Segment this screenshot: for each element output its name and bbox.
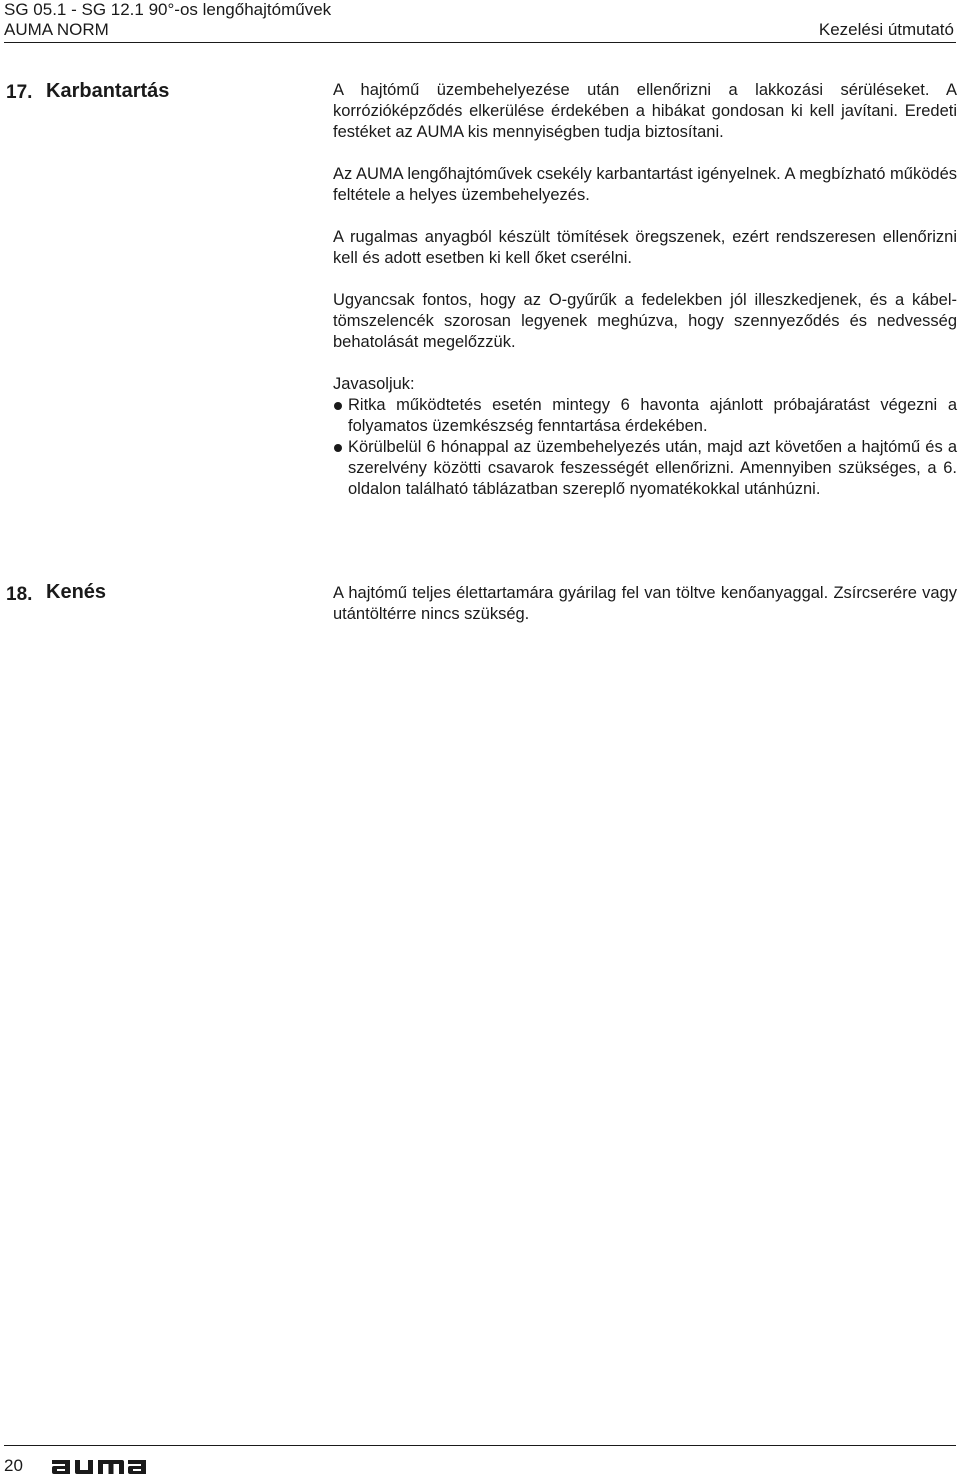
page-footer bbox=[4, 1445, 956, 1477]
list-item-text: Ritka működtetés esetén mintegy 6 havonta ajánlott próbajáratást végezni a folyamatos üzemkészség fenntartása érdekében. bbox=[348, 396, 957, 435]
page-number: 20 bbox=[4, 1456, 23, 1475]
auma-logo-icon bbox=[50, 1456, 148, 1476]
list-item-text: Körülbelül 6 hónappal az üzembehelyezés után, majd azt követően a hajtómű és a szerelvény közötti csavarok feszességét ellenőrizni. Amennyiben szükséges, a 6. oldalon található táblázatban szereplő nyomatékokkal utánhúzni. bbox=[348, 438, 957, 498]
header-title: SG 05.1 - SG 12.1 90°-os lengőhajtóművek bbox=[4, 0, 332, 19]
paragraph: Az AUMA lengőhajtóművek csekély karbantartást igényelnek. A megbízható működés feltétele a helyes üzembehelyezés. bbox=[333, 165, 957, 204]
paragraph: Ugyancsak fontos, hogy az O-gyűrűk a fedelekben jól illeszkedjenek, és a kábel-tömszelencék szorosan legyenek meghúzva, hogy szennyeződés és nedvesség behatolását megelőzzük. bbox=[333, 291, 957, 351]
section-body bbox=[333, 80, 957, 500]
paragraph: A hajtómű teljes élettartamára gyárilag fel van töltve kenőanyaggal. Zsírcserére vagy utántöltérre nincs szükség. bbox=[333, 584, 957, 623]
section-number: 18. bbox=[6, 584, 33, 605]
paragraph: A hajtómű üzembehelyezése után ellenőrizni a lakkozási sérüléseket. A korrózióképződés elkerülése érdekében a hibákat gondosan ki kell javítani. Eredeti festéket az AUMA kis mennyiségben tudja biztosítani. bbox=[333, 81, 957, 141]
recommendation-list bbox=[333, 395, 957, 500]
section-title: Karbantartás bbox=[46, 80, 170, 102]
header-doc-type: Kezelési útmutató bbox=[818, 20, 954, 39]
section-number: 17. bbox=[6, 82, 33, 103]
header-subtitle: AUMA NORM bbox=[4, 20, 109, 39]
recommend-label: Javasoljuk: bbox=[333, 375, 415, 393]
paragraph: A rugalmas anyagból készült tömítések öregszenek, ezért rendszeresen ellenőrizni kell és adott esetben ki kell őket cserélni. bbox=[333, 228, 957, 267]
page-header bbox=[4, 0, 956, 43]
bullet-icon bbox=[334, 402, 342, 410]
list-item bbox=[333, 395, 957, 437]
section-body bbox=[333, 583, 957, 625]
section-title: Kenés bbox=[46, 581, 107, 603]
bullet-icon bbox=[334, 444, 342, 452]
list-item bbox=[333, 437, 957, 500]
